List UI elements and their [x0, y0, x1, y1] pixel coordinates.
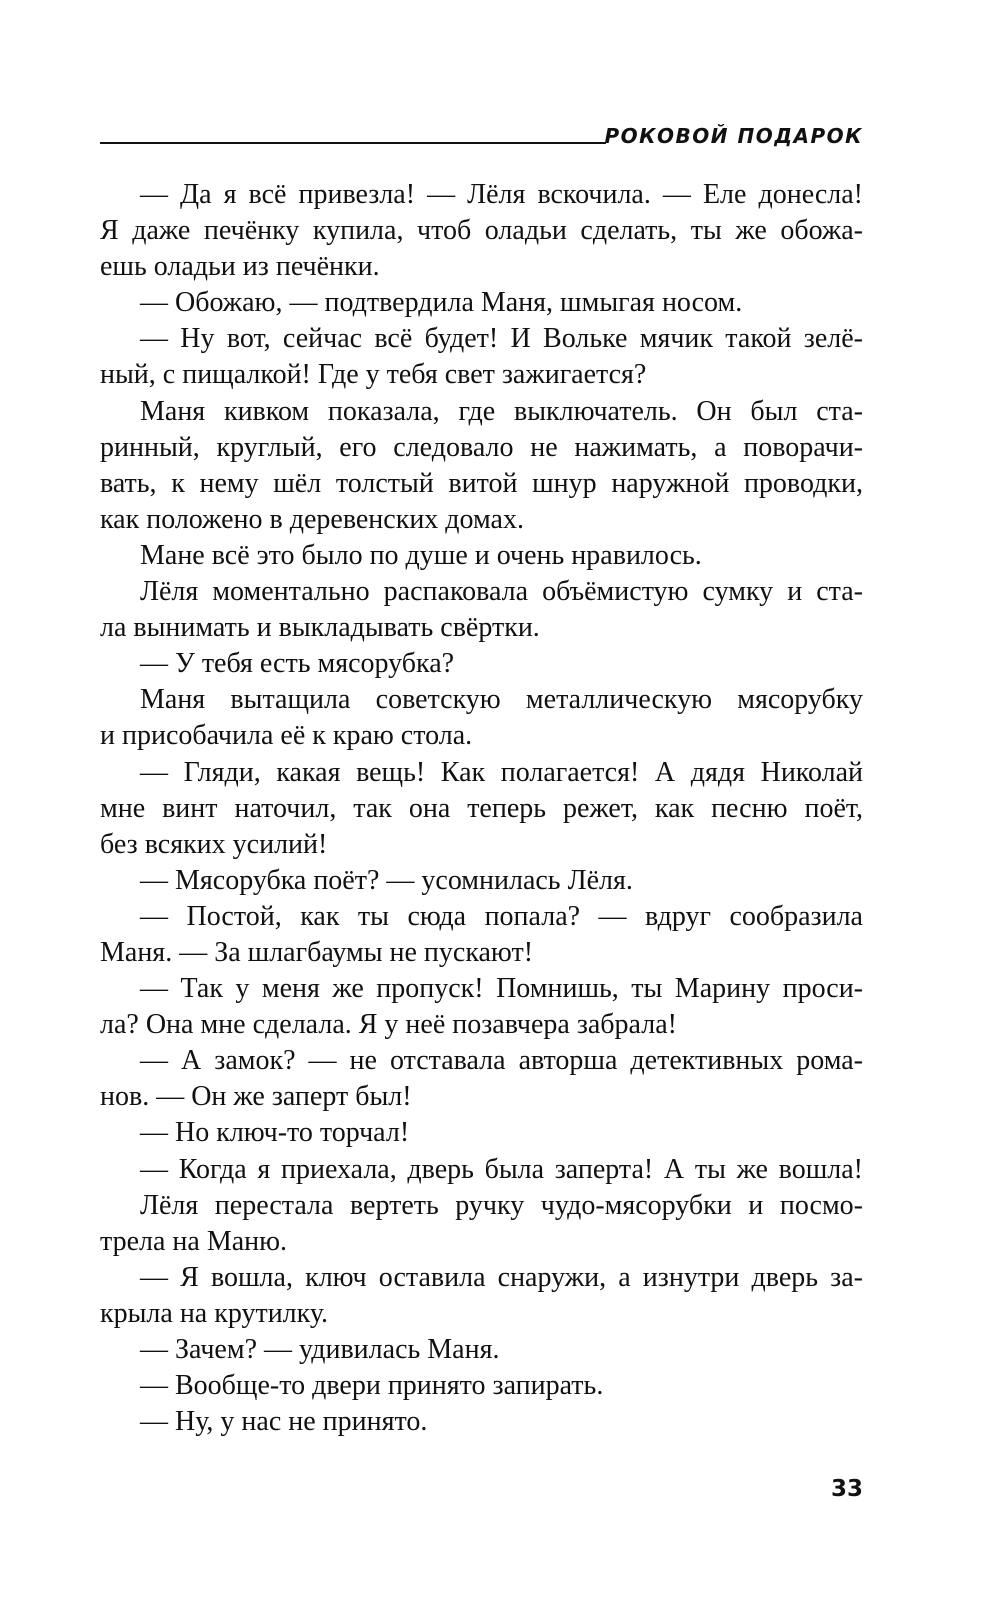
text-line: — Когда я приехала, дверь была заперта! А ты же вошла! [140, 1153, 863, 1185]
text-line: — Да я всё привезла! — Лёля вскочила. — Еле донесла! [140, 179, 863, 210]
text-line: ринный, круглый, его следовало не нажимать, а поворачи- [100, 431, 863, 463]
text-line: Маня. — За шлагбаумы не пускают! [100, 936, 534, 968]
text-line: — Обожаю, — подтвердила Маня, шмыгая носом. [140, 287, 743, 319]
text-line: Маня вытащила советскую металлическую мясорубку [140, 684, 863, 716]
text-line: мне винт наточил, так она теперь режет, как песню поёт, [100, 792, 863, 824]
text-line: — Мясорубка поёт? — усомнилась Лёля. [140, 864, 633, 896]
text-line: трела на Маню. [100, 1225, 288, 1257]
text-line: — Вообще-то двери принято запирать. [140, 1370, 604, 1402]
text-line: — Постой, как ты сюда попала? — вдруг сообразила [140, 900, 863, 932]
text-line: нов. — Он же заперт был! [100, 1081, 412, 1113]
text-line: — А замок? — не отставала авторша детективных рома- [140, 1045, 863, 1077]
text-line: — Зачем? — удивилась Маня. [140, 1334, 500, 1365]
text-line: без всяких усилий! [100, 828, 328, 860]
text-line: — Но ключ-то торчал! [140, 1117, 410, 1149]
running-header [100, 124, 863, 154]
text-line: вать, к нему шёл толстый витой шнур наружной проводки, [100, 467, 863, 499]
text-line: — Гляди, какая вещь! Как полагается! А дядя Николай [140, 756, 863, 788]
text-line: ла? Она мне сделала. Я у неё позавчера забрала! [100, 1009, 677, 1041]
text-line: как положено в деревенских домах. [100, 503, 524, 535]
header-rule [100, 142, 606, 144]
text-line: — Ну вот, сейчас всё будет! И Вольке мячик такой зелё- [140, 323, 863, 355]
text-line: Лёля перестала вертеть ручку чудо-мясорубки и посмо- [140, 1189, 863, 1221]
text-line: и присобачила её к краю стола. [100, 720, 473, 752]
text-line: Лёля моментально распаковала объёмистую сумку и ста- [140, 576, 863, 608]
text-line: — Так у меня же пропуск! Помнишь, ты Марину проси- [140, 973, 863, 1005]
page-number: 33 [830, 1476, 863, 1502]
text-line: ный, с пищалкой! Где у тебя свет зажигается? [100, 359, 647, 391]
text-line: ешь оладьи из печёнки. [100, 251, 380, 283]
page-body-text [100, 177, 863, 1440]
book-title-header: РОКОВОЙ ПОДАРОК [604, 124, 863, 148]
text-line: — Я вошла, ключ оставила снаружи, а изнутри дверь за- [140, 1261, 863, 1293]
text-line: Я даже печёнку купила, чтоб оладьи сделать, ты же обожа- [100, 215, 863, 247]
text-line: крыла на крутилку. [100, 1297, 329, 1329]
text-line: Маня кивком показала, где выключатель. Он был ста- [140, 395, 863, 427]
text-line: Мане всё это было по душе и очень нравилось. [140, 539, 702, 571]
text-line: — У тебя есть мясорубка? [140, 648, 455, 680]
text-line: ла вынимать и выкладывать свёртки. [100, 612, 540, 644]
text-line: — Ну, у нас не принято. [140, 1406, 428, 1438]
